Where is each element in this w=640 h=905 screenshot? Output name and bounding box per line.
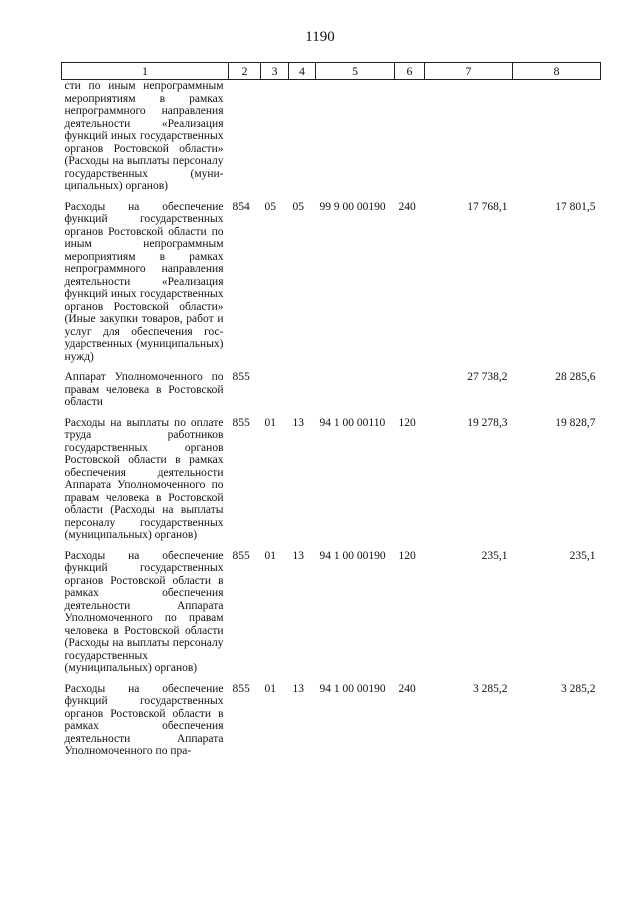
cell-rz: 01 — [264, 549, 276, 562]
cell-sum-2: 28 285,6 — [555, 371, 596, 383]
cell-sum-2: 3 285,2 — [561, 682, 596, 695]
column-header: 4 — [289, 63, 316, 80]
cell-rz: 05 — [264, 200, 276, 213]
cell-csr: 94 1 00 00190 — [319, 549, 386, 562]
cell-vr — [395, 371, 425, 409]
table-row — [62, 683, 601, 758]
table-row — [62, 201, 601, 364]
cell-sum-2: 235,1 — [569, 549, 596, 562]
cell-rz — [261, 371, 289, 409]
cell-vr — [395, 80, 425, 193]
cell-pr — [289, 80, 316, 193]
table-row — [62, 417, 601, 542]
cell-rz — [261, 80, 289, 193]
cell-sum-2 — [513, 80, 601, 193]
cell-csr — [316, 80, 395, 193]
cell-ved: 855 — [232, 416, 250, 429]
cell-ved: 855 — [232, 371, 250, 383]
cell-sum-1: 27 738,2 — [467, 371, 508, 383]
cell-sum-2: 19 828,7 — [555, 416, 596, 429]
column-header: 6 — [395, 63, 425, 80]
page-number: 1190 — [305, 29, 335, 45]
cell-vr: 240 — [398, 200, 416, 213]
table-row — [62, 371, 601, 409]
row-description: Аппарат Уполномоченного по правам человека в Ростовской области — [64, 371, 224, 408]
cell-pr: 13 — [292, 416, 304, 429]
cell-sum-1: 17 768,1 — [467, 200, 508, 213]
column-header: 8 — [513, 63, 601, 80]
cell-vr: 120 — [398, 549, 416, 562]
cell-pr: 13 — [292, 549, 304, 562]
cell-sum-1: 3 285,2 — [473, 682, 508, 695]
cell-vr: 240 — [398, 682, 416, 695]
column-header: 7 — [425, 63, 513, 80]
row-description: Расходы на обеспечение функций государственных органов Ростовской области в рамках обеспечения деятельности Аппарата Уполномоченного по пра- — [64, 682, 224, 757]
cell-csr: 99 9 00 00190 — [319, 200, 386, 213]
cell-vr: 120 — [398, 416, 416, 429]
row-description: сти по иным непрограммным мероприятиям в рамках непрограммного направления деятельности «Реализация функций иных государственных органов Ростовской области» (Расходы на выплаты персоналу государственных (муниципальных) органов) — [64, 80, 224, 192]
cell-rz: 01 — [264, 416, 276, 429]
column-header: 5 — [316, 63, 395, 80]
cell-pr: 13 — [292, 682, 304, 695]
cell-ved: 855 — [232, 549, 250, 562]
column-header: 1 — [62, 63, 229, 80]
cell-csr — [316, 371, 395, 409]
cell-rz: 01 — [264, 682, 276, 695]
table-row — [62, 550, 601, 675]
cell-sum-1: 19 278,3 — [467, 416, 508, 429]
cell-ved — [229, 80, 261, 193]
column-header: 2 — [229, 63, 261, 80]
budget-table — [61, 62, 601, 758]
row-description: Расходы на обеспечение функций государственных органов Ростовской области по иным непрограммным мероприятиям в рамках непрограммного направления деятельности «Реализация функций иных государственных органов Ростовской области» (Иные закупки товаров, работ и услуг для обеспечения государственных (муниципальных) нужд) — [64, 200, 224, 363]
cell-sum-2: 17 801,5 — [555, 200, 596, 213]
row-description: Расходы на выплаты по оплате труда работников государственных органов Ростовской области в рамках обеспечения деятельности Аппарата Уполномоченного по правам человека в Ростовской области (Расходы на выплаты персоналу государственных (муниципальных) органов) — [64, 416, 224, 541]
column-header: 3 — [261, 63, 289, 80]
cell-ved: 854 — [232, 200, 250, 213]
table-row — [62, 80, 601, 193]
cell-csr: 94 1 00 00190 — [319, 682, 386, 695]
row-description: Расходы на обеспечение функций государственных органов Ростовской области в рамках обеспечения деятельности Аппарата Уполномоченного по правам человека в Ростовской области (Расходы на выплаты персоналу государственных (муниципальных) органов) — [64, 549, 224, 674]
cell-sum-1 — [425, 80, 513, 193]
cell-sum-1: 235,1 — [481, 549, 508, 562]
cell-csr: 94 1 00 00110 — [319, 416, 386, 429]
cell-pr: 05 — [292, 200, 304, 213]
table-header — [62, 63, 601, 80]
cell-ved: 855 — [232, 682, 250, 695]
cell-pr — [289, 371, 316, 409]
